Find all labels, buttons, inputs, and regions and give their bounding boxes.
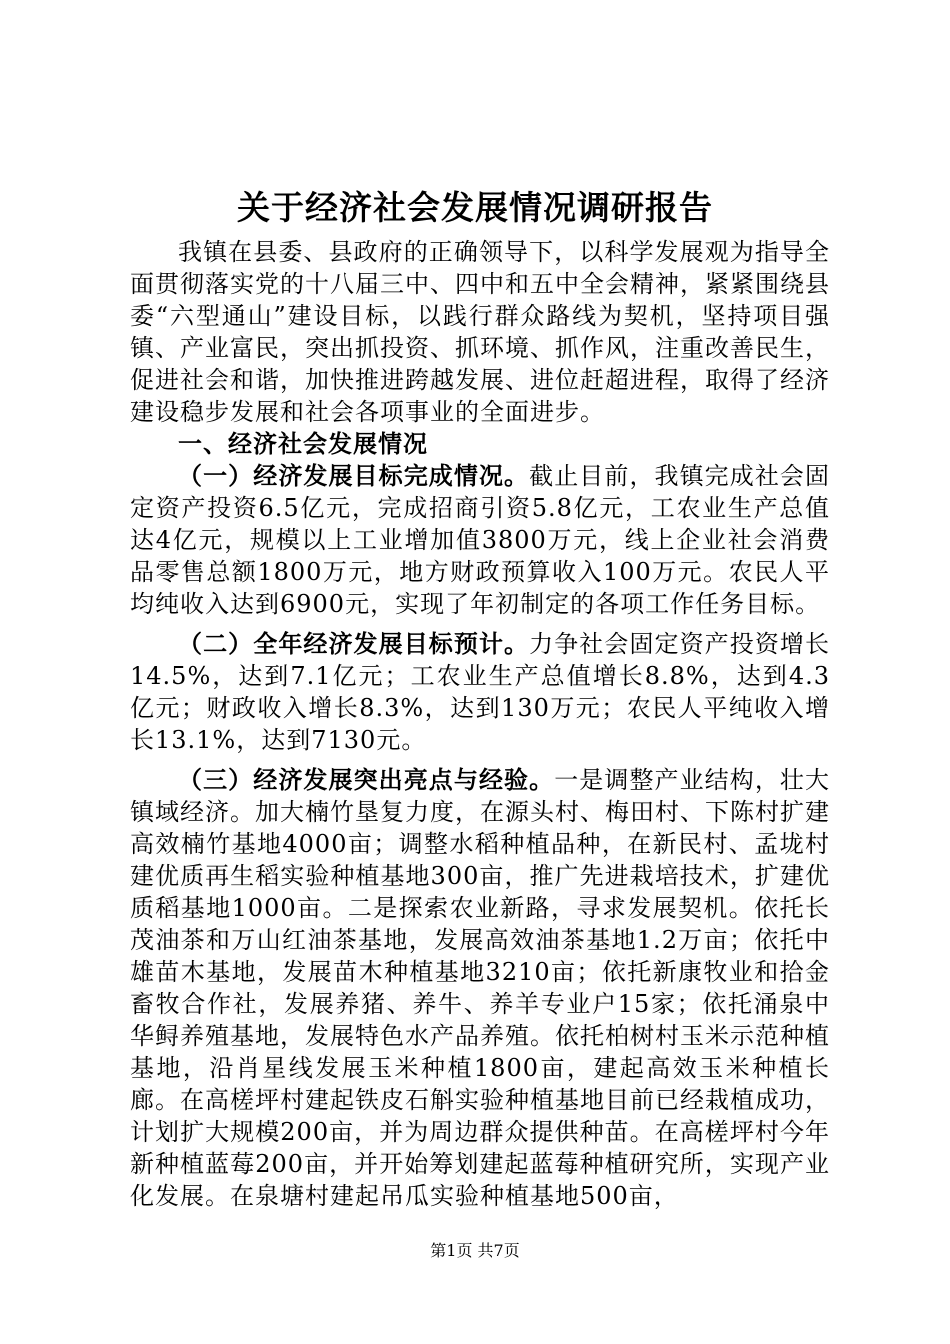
subsection-2-text: 力争社会固定资产投资增长14.5%，达到7.1亿元；工农业生产总值增长8.8%，达到4.3亿元；财政收入增长8.3%，达到130万元；农民人平纯收入增长13.1%，达到7130元。 bbox=[130, 630, 831, 754]
paragraph-gap bbox=[130, 756, 830, 764]
document-title: 关于经济社会发展情况调研报告 bbox=[237, 188, 713, 227]
subsection-3-heading: （三）经济发展突出亮点与经验。 bbox=[178, 765, 555, 794]
subsection-3-paragraph bbox=[130, 764, 830, 1212]
page-footer: 第1页 共7页 bbox=[430, 1241, 520, 1260]
paragraph-gap bbox=[130, 620, 830, 628]
subsection-1-heading: （一）经济发展目标完成情况。 bbox=[178, 461, 530, 490]
intro-paragraph: 我镇在县委、县政府的正确领导下，以科学发展观为指导全面贯彻落实党的十八届三中、四中和五中全会精神，紧紧围绕县委“六型通山”建设目标，以践行群众路线为契机，坚持项目强镇、产业富民，突出抓投资、抓环境、抓作风，注重改善民生，促进社会和谐，加快推进跨越发展、进位赶超进程，取得了经济建设稳步发展和社会各项事业的全面进步。 bbox=[130, 238, 830, 426]
subsection-2-heading: （二）全年经济发展目标预计。 bbox=[178, 629, 530, 658]
subsection-2-paragraph bbox=[130, 628, 830, 756]
subsection-1-text: 截止目前，我镇完成社会固定资产投资6.5亿元，完成招商引资5.8亿元，工农业生产总值达4亿元，规模以上工业增加值3800万元，线上企业社会消费品零售总额1800万元，地方财政预算收入100万元。农民人平均纯收入达到6900元，实现了年初制定的各项工作任务目标。 bbox=[130, 462, 831, 618]
subsection-1-paragraph bbox=[130, 460, 830, 620]
document-body bbox=[130, 236, 830, 1212]
subsection-3-text: 一是调整产业结构，壮大镇域经济。加大楠竹垦复力度，在源头村、梅田村、下陈村扩建高效楠竹基地4000亩；调整水稻种植品种，在新民村、孟垅村建优质再生稻实验种植基地300亩，推广先进栽培技术，扩建优质稻基地1000亩。二是探索农业新路，寻求发展契机。依托长茂油茶和万山红油茶基地，发展高效油茶基地1.2万亩；依托中雄苗木基地，发展苗木种植基地3210亩；依托新康牧业和拾金畜牧合作社，发展养猪、养牛、养羊专业户15家；依托涌泉中华鲟养殖基地，发展特色水产品养殖。依托柏树村玉米示范种植基地，沿肖星线发展玉米种植1800亩，建起高效玉米种植长廊。在高槎坪村建起铁皮石斛实验种植基地目前已经栽植成功，计划扩大规模200亩，并为周边群众提供种苗。在高槎坪村今年新种植蓝莓200亩，并开始筹划建起蓝莓种植研究所，实现产业化发展。在泉塘村建起吊瓜实验种植基地500亩， bbox=[130, 766, 831, 1210]
section-heading: 一、经济社会发展情况 bbox=[178, 429, 428, 458]
